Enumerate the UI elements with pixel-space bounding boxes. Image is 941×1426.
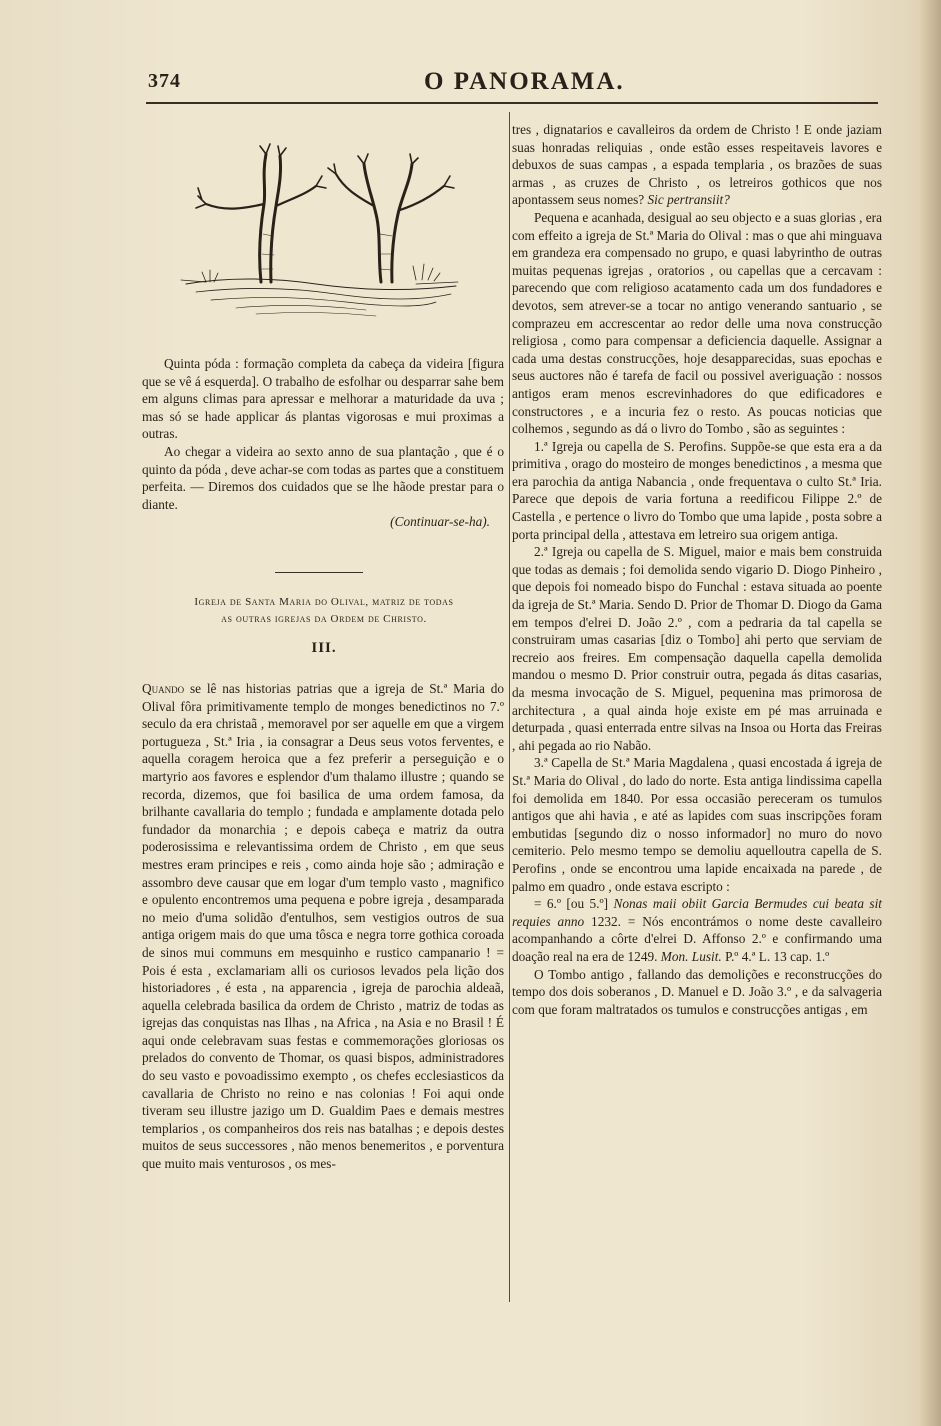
- paragraph: [142, 680, 504, 1173]
- article-title-line: Igreja de Santa Maria do Olival, matriz de todas: [194, 596, 454, 608]
- paragraph: Ao chegar a videira ao sexto anno de sua plantação , que é o quinto da póda , deve achar-se com todas as partes que a constituem perfeita. — Diremos dos cuidados que se lhe hãode prestar para o diante.: [142, 443, 504, 512]
- inscription-text: 1232. = Nós encontrámos o nome deste cavalleiro acompanhando a côrte d'elrei D. Affonso 2.º e confirmando uma doação real na era de 1249.: [512, 913, 882, 964]
- inscription-latin: Nonas maii obiit Garcia Bermudes cui beata sit requies anno: [512, 896, 882, 929]
- right-column: [512, 121, 882, 1018]
- page-number: 374: [148, 70, 181, 92]
- section-number: III.: [311, 640, 337, 656]
- paragraph: [512, 121, 882, 209]
- vine-pruning-engraving-icon: [166, 134, 466, 322]
- paragraph: Pequena e acanhada, desigual ao seu objecto e a suas glorias , era com effeito a igreja de St.ª Maria do Olival : mas o que ahi minguava em grandeza era compensado no grupo, e quasi labyrintho de outras muitas pequenas igrejas , oratorios , ou capellas que a cercavam : parecendo que com religioso acatamento cada um dos fundadores e devotos, sem atrever-se a tocar no antigo venerando santuario , se comprazeu em accrescentar ao redor delle uma nova construcção religiosa , como para compensar a deficiencia daquelle. Assignar a cada uma destas construcções, hoje desapparecidas, suas epochas e seus auctores não é tarefa de facil ou possivel averiguação : nossos antigos eram menos escrevinhadores do que edificadores e constructores , e a incuria fez o resto. As poucas noticias que colhemos , segundo as dá o livro do Tombo , são as seguintes :: [512, 209, 882, 437]
- page-header: [148, 64, 878, 100]
- page-edge-shadow: [919, 0, 941, 1426]
- lead-word: Quando: [142, 681, 185, 696]
- list-item: 1.ª Igreja ou capella de S. Perofins. Suppõe-se que esta era a da primitiva , orago do mosteiro de monges benedictinos , a mesma que era parochia da antiga Nabancia , onde frequentava o culto St.ª Iria. Parece que depois de varia fortuna a reedificou Filippe 2.º de Castella , e pertence o livro do Tombo que uma lapide , posta sobre a porta principal della , attestava em letreiro sua origem antiga.: [512, 438, 882, 542]
- section-divider: [275, 572, 363, 573]
- left-column-article: [142, 680, 504, 1173]
- paragraph-body: se lê nas historias patrias que a igreja de St.ª Maria do Olival fôra primitivamente templo de monges benedictinos no 7.º seculo da era christaã , memoravel por ser aquelle em que a virgem portugueza , St.ª Iria , ia consagrar a Deus seus votos ferventes, e aquella coragem heroica que a fez preferir a perseguição e o martyrio aos favores e esplendor d'um thalamo illustre ; quando se recorda, dizemos, que foi basilica de uma ordem famosa, da brilhante cavallaria do templo ; fundada e amplamente dotada pelo fundador da monarchia ; e depois cabeça e matriz da outra poderosissima e relevantissima ordem de Christo , em que seus mestres eram principes e reis , como ainda hoje são ; admiração e assombro deve causar que em logar d'um templo vasto , magnifico e opulento encontremos uma pequena e pobre igreja , desamparada no meio d'uma solidão d'entulhos, sem vestigios outros de sua antiga origem mais do que uma tôsca e negra torre gothica coroada de sinos mui communs em mesquinho e rustico campanario ! = Pois é esta , exclamariam alli os curiosos levados pela lição dos historiadores , é esta , na apparencia , igreja de parochia aldeaã, aquella celebrada basilica da ordem de Christo , matriz de todas as igrejas das conquistas nas Ilhas , na Africa , na Asia e no Brasil ! É aqui onde celebravam suas festas e commemorações gloriosas os prelados do convento de Thomar, os quasi bispos, administradores do seu vasto e povoadissimo exempto , os chefes ecclesiasticos da cavallaria de Christo no reino e nas colonias ! Foi aqui onde tiveram seu illustre jazigo um D. Gualdim Paes e demais mestres templarios , os companheiros dos reis nas batalhas ; e depois destes muitos de seus successores , não menos benemeritos , e porventura que muito mais venturosos , os mes-: [142, 681, 504, 1172]
- inscription-paragraph: [512, 895, 882, 965]
- paragraph: Quinta póda : formação completa da cabeça da videira [figura que se vê á esquerda]. O trabalho de esfolhar ou desparrar sahe bem em alguns climas para apressar e melhorar a maturidade da uva ; mas só se hade applicar ás plantas vigorosas e mui proximas a outras.: [142, 356, 504, 442]
- citation: Mon. Lusit.: [660, 948, 722, 964]
- list-item: 3.ª Capella de St.ª Maria Magdalena , quasi encostada á igreja de St.ª Maria do Olival , do lado do norte. Esta antiga lindissima capella foi demolida em 1840. Por essa occasião pereceram os tumulos antigos que ahi havia , e até as lapides com suas inscripções foram embutidas [segundo diz o nosso informador] no muro do novo cemiterio. Pelo mesmo tempo se demoliu aquelloutra capella de S. Perofins , onde se encontrou uma lapide encaixada na parede , de palmo em quadro , onde estava escripto :: [512, 755, 882, 894]
- left-column-top: [142, 355, 504, 531]
- header-rule: [146, 102, 878, 104]
- continuation-note: (Continuar-se-ha).: [390, 514, 490, 530]
- paragraph-text: tres , dignatarios e cavalleiros da ordem de Christo ! E onde jaziam suas honradas reliquias , onde estão esses respeitaveis lavores e debuxos de suas campas , a espada templaria , os brazões de suas armas , as cruzes de Christo , os letreiros gothicos que nos apontassem seus nomes?: [512, 122, 882, 208]
- inscription-text: = 6.º [ou 5.º]: [534, 896, 609, 912]
- citation-detail: P.º 4.ª L. 13 cap. 1.º: [725, 948, 830, 964]
- journal-title: O PANORAMA.: [424, 68, 625, 95]
- article-title: [144, 594, 504, 628]
- column-rule: [509, 112, 510, 1302]
- article-title-line: as outras igrejas da Ordem de Christo.: [221, 613, 427, 625]
- paragraph: O Tombo antigo , fallando das demolições e reconstrucções do tempo dos dois soberanos , D. Manuel e D. João 3.º , e da salvageria com que foram maltratados os tumulos e construcções antigas , em: [512, 966, 882, 1017]
- list-item: 2.ª Igreja ou capella de S. Miguel, maior e mais bem construida que todas as demais ; foi demolida sendo vigario D. Diogo Pinheiro , que depois foi nomeado bispo do Funchal : estava situada ao poente da igreja de St.ª Maria. Sendo D. Prior de Thomar D. Diogo da Gama em tempos d'elrei D. João 2.º , com a pedraria da tal capella se construiram umas casarias [diz o Tombo] ahi perto que serviam de recreio aos freires. Em compensação daquella capella demolida mandou o mesmo D. Prior construir outra, pegada ás ditas casarias, da mesma invocação de S. Miguel, pequenina mas primorosa de architectura , a qual ainda hoje existe em pé mas arruinada e deturpada , quasi enterrada entre silvas na Insoa ou Horta das Freiras , ahi pegada ao rio Nabão.: [512, 544, 882, 753]
- latin-phrase: Sic pertransiit?: [647, 192, 730, 208]
